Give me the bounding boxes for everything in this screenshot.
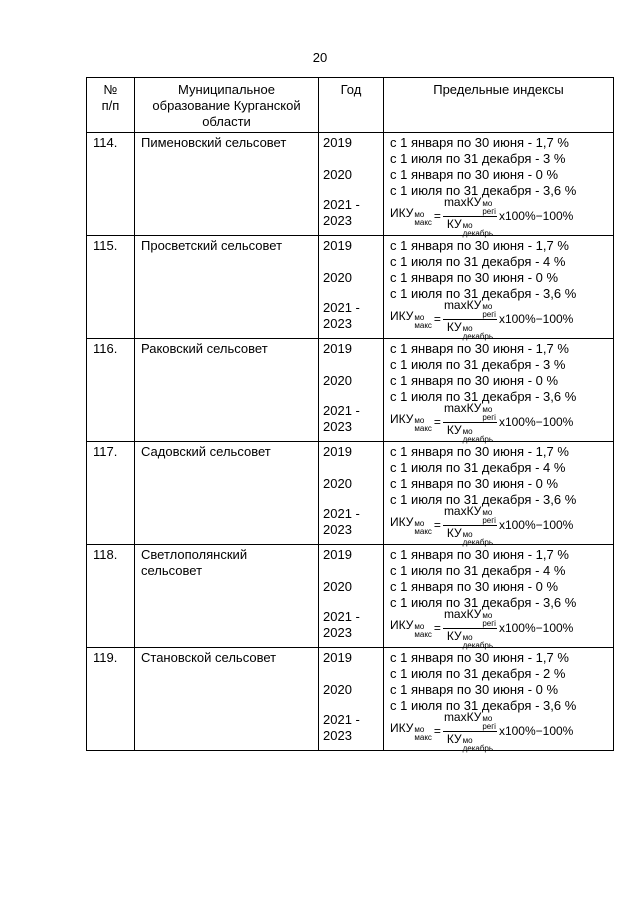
formula-lhs: [390, 308, 432, 330]
formula-equals: =: [433, 209, 441, 223]
municipality-name: [135, 545, 319, 648]
index-line: с 1 июля по 31 декабря - 2 %: [390, 666, 566, 681]
table-row: [87, 133, 614, 236]
row-number: 114.: [87, 133, 135, 236]
formula-lhs-sup: мо: [414, 313, 425, 322]
formula-denominator: [447, 526, 493, 547]
year-label: 2019: [323, 650, 352, 665]
formula-den-scripts: [463, 531, 493, 547]
municipality-name: [135, 648, 319, 751]
formula-den-sup: мо: [462, 529, 473, 539]
formula-lhs: [390, 617, 432, 639]
formula-lhs-sup: мо: [414, 725, 425, 734]
formula-num-main: maxКУ: [443, 709, 482, 724]
formula-fraction: [443, 401, 497, 444]
year-label: 2019: [323, 547, 352, 562]
formula-num-scripts: [482, 406, 496, 422]
formula-lhs-main: ИКУ: [390, 618, 414, 632]
index-line: с 1 января по 30 июня - 1,7 %: [390, 238, 569, 253]
formula-den-scripts: [463, 634, 493, 650]
year-label: 2021 -: [323, 197, 360, 212]
index-cell: [384, 339, 614, 442]
formula-lhs-main: ИКУ: [390, 309, 414, 323]
formula-denominator: [447, 629, 493, 650]
year-label: 2020: [323, 167, 352, 182]
year-label: 2020: [323, 682, 352, 697]
formula-equals: =: [433, 724, 441, 738]
formula-lhs-main: ИКУ: [390, 721, 414, 735]
formula-den-main: КУ: [446, 525, 462, 540]
formula-lhs-sub: макс: [414, 218, 432, 227]
row-number: 119.: [87, 648, 135, 751]
formula-den-main: КУ: [446, 628, 462, 643]
index-line: с 1 января по 30 июня - 1,7 %: [390, 135, 569, 150]
formula-num-sub: pегi: [482, 721, 496, 731]
formula-equals: =: [433, 415, 441, 429]
formula-num-sub: pегi: [482, 206, 496, 216]
table-row: [87, 442, 614, 545]
formula-equals: =: [433, 312, 441, 326]
year-label: 2023: [323, 625, 352, 640]
formula-denominator: [447, 320, 493, 341]
formula-lhs-scripts: [414, 520, 432, 536]
formula-fraction: [443, 710, 497, 753]
index-line: с 1 июля по 31 декабря - 3 %: [390, 151, 566, 166]
municipality-name-line: сельсовет: [141, 563, 203, 578]
header-municipality: Муниципальное образование Курганской области: [135, 78, 319, 133]
formula-den-sub: декабрь: [462, 537, 494, 547]
year-label: 2023: [323, 316, 352, 331]
formula-den-scripts: [463, 428, 493, 444]
formula-den-sup: мо: [462, 735, 473, 745]
table-row: [87, 648, 614, 751]
formula-lhs-scripts: [414, 726, 432, 742]
formula-tail: x100%−100%: [498, 312, 574, 326]
formula-tail: x100%−100%: [498, 724, 574, 738]
table-row: [87, 339, 614, 442]
formula-num-sup: мо: [482, 301, 493, 311]
index-formula: [390, 297, 613, 341]
index-line: с 1 июля по 31 декабря - 4 %: [390, 563, 566, 578]
formula-lhs-sub: макс: [414, 527, 432, 536]
header-num: № п/п: [87, 78, 135, 133]
formula-lhs-sup: мо: [414, 210, 425, 219]
municipality-name: [135, 133, 319, 236]
year-label: 2021 -: [323, 609, 360, 624]
municipality-name-line: Пименовский сельсовет: [141, 135, 287, 150]
index-line: с 1 июля по 31 декабря - 4 %: [390, 460, 566, 475]
year-label: 2021 -: [323, 300, 360, 315]
year-label: 2021 -: [323, 403, 360, 418]
year-label: 2023: [323, 419, 352, 434]
municipality-name-line: Светлополянский: [141, 547, 248, 562]
index-line: с 1 января по 30 июня - 1,7 %: [390, 650, 569, 665]
formula-num-sup: мо: [482, 610, 493, 620]
limit-index-table: [86, 77, 614, 751]
formula-den-sub: декабрь: [462, 434, 494, 444]
formula-num-main: maxКУ: [443, 194, 482, 209]
formula-num-scripts: [482, 303, 496, 319]
formula-den-sub: декабрь: [462, 743, 494, 753]
year-label: 2023: [323, 213, 352, 228]
formula-lhs-scripts: [414, 623, 432, 639]
year-label: 2023: [323, 728, 352, 743]
page-number: 20: [312, 50, 328, 65]
index-line: с 1 января по 30 июня - 0 %: [390, 682, 559, 697]
row-number: 116.: [87, 339, 135, 442]
formula-den-main: КУ: [446, 731, 462, 746]
index-formula: [390, 194, 613, 238]
index-formula: [390, 400, 613, 444]
row-number: 118.: [87, 545, 135, 648]
index-cell: [384, 236, 614, 339]
formula-num-sub: pегi: [482, 515, 496, 525]
year-cell: [319, 133, 384, 236]
formula-num-scripts: [482, 200, 496, 216]
formula-den-sub: декабрь: [462, 331, 494, 341]
municipality-name-line: Садовский сельсовет: [141, 444, 271, 459]
year-cell: [319, 545, 384, 648]
table-row: [87, 545, 614, 648]
index-line: с 1 января по 30 июня - 0 %: [390, 270, 559, 285]
formula-lhs: [390, 411, 432, 433]
formula-numerator: [443, 504, 497, 526]
formula-numerator: [443, 298, 497, 320]
index-line: с 1 июля по 31 декабря - 3,6 %: [390, 183, 577, 198]
index-line: с 1 июля по 31 декабря - 3 %: [390, 357, 566, 372]
municipality-name: [135, 236, 319, 339]
formula-den-scripts: [463, 222, 493, 238]
header-indexes: Предельные индексы: [384, 78, 614, 133]
formula-den-main: КУ: [446, 319, 462, 334]
year-label: 2021 -: [323, 506, 360, 521]
formula-lhs: [390, 514, 432, 536]
formula-lhs-scripts: [414, 314, 432, 330]
formula-denominator: [447, 423, 493, 444]
index-line: с 1 июля по 31 декабря - 3,6 %: [390, 595, 577, 610]
index-formula: [390, 709, 613, 753]
municipality-name: [135, 442, 319, 545]
formula-fraction: [443, 195, 497, 238]
formula-den-sup: мо: [462, 323, 473, 333]
formula-den-sup: мо: [462, 220, 473, 230]
formula-lhs-sup: мо: [414, 416, 425, 425]
year-label: 2021 -: [323, 712, 360, 727]
formula-num-sub: pегi: [482, 412, 496, 422]
formula-fraction: [443, 504, 497, 547]
municipality-name-line: Просветский сельсовет: [141, 238, 283, 253]
formula-den-sub: декабрь: [462, 640, 494, 650]
formula-den-sub: декабрь: [462, 228, 494, 238]
formula-fraction: [443, 298, 497, 341]
formula-equals: =: [433, 621, 441, 635]
formula-lhs: [390, 205, 432, 227]
formula-den-main: КУ: [446, 422, 462, 437]
index-cell: [384, 648, 614, 751]
formula-lhs-sub: макс: [414, 630, 432, 639]
year-label: 2020: [323, 476, 352, 491]
formula-num-sup: мо: [482, 713, 493, 723]
formula-num-main: maxКУ: [443, 606, 482, 621]
row-number: 117.: [87, 442, 135, 545]
header-year: Год: [319, 78, 384, 133]
formula-fraction: [443, 607, 497, 650]
formula-num-main: maxКУ: [443, 400, 482, 415]
index-line: с 1 июля по 31 декабря - 4 %: [390, 254, 566, 269]
index-line: с 1 января по 30 июня - 0 %: [390, 167, 559, 182]
year-label: 2019: [323, 444, 352, 459]
formula-equals: =: [433, 518, 441, 532]
formula-num-main: maxКУ: [443, 297, 482, 312]
formula-lhs-sub: макс: [414, 424, 432, 433]
year-label: 2020: [323, 270, 352, 285]
year-label: 2019: [323, 135, 352, 150]
year-label: 2019: [323, 238, 352, 253]
index-cell: [384, 133, 614, 236]
formula-lhs-sub: макс: [414, 321, 432, 330]
index-cell: [384, 545, 614, 648]
formula-denominator: [447, 217, 493, 238]
formula-den-sup: мо: [462, 426, 473, 436]
formula-num-scripts: [482, 509, 496, 525]
formula-denominator: [447, 732, 493, 753]
formula-num-main: maxКУ: [443, 503, 482, 518]
formula-num-scripts: [482, 715, 496, 731]
index-line: с 1 января по 30 июня - 1,7 %: [390, 341, 569, 356]
formula-lhs-main: ИКУ: [390, 515, 414, 529]
formula-lhs-main: ИКУ: [390, 412, 414, 426]
formula-lhs-sub: макс: [414, 733, 432, 742]
index-formula: [390, 503, 613, 547]
formula-den-scripts: [463, 325, 493, 341]
index-line: с 1 января по 30 июня - 1,7 %: [390, 444, 569, 459]
formula-den-main: КУ: [446, 216, 462, 231]
index-line: с 1 июля по 31 декабря - 3,6 %: [390, 492, 577, 507]
formula-lhs-scripts: [414, 417, 432, 433]
formula-lhs-sup: мо: [414, 622, 425, 631]
index-line: с 1 июля по 31 декабря - 3,6 %: [390, 698, 577, 713]
formula-num-sub: pегi: [482, 618, 496, 628]
year-label: 2020: [323, 373, 352, 388]
table-header-row: [87, 78, 614, 133]
formula-num-scripts: [482, 612, 496, 628]
formula-lhs-sup: мо: [414, 519, 425, 528]
index-line: с 1 января по 30 июня - 0 %: [390, 476, 559, 491]
formula-lhs: [390, 720, 432, 742]
index-line: с 1 июля по 31 декабря - 3,6 %: [390, 389, 577, 404]
formula-numerator: [443, 710, 497, 732]
formula-num-sup: мо: [482, 198, 493, 208]
year-cell: [319, 236, 384, 339]
formula-tail: x100%−100%: [498, 415, 574, 429]
index-cell: [384, 442, 614, 545]
index-line: с 1 января по 30 июня - 0 %: [390, 579, 559, 594]
row-number: 115.: [87, 236, 135, 339]
index-line: с 1 января по 30 июня - 1,7 %: [390, 547, 569, 562]
table-row: [87, 236, 614, 339]
formula-tail: x100%−100%: [498, 621, 574, 635]
formula-numerator: [443, 195, 497, 217]
year-label: 2019: [323, 341, 352, 356]
year-cell: [319, 648, 384, 751]
formula-den-sup: мо: [462, 632, 473, 642]
year-cell: [319, 339, 384, 442]
index-line: с 1 июля по 31 декабря - 3,6 %: [390, 286, 577, 301]
formula-den-scripts: [463, 737, 493, 753]
index-line: с 1 января по 30 июня - 0 %: [390, 373, 559, 388]
municipality-name-line: Раковский сельсовет: [141, 341, 268, 356]
formula-num-sub: pегi: [482, 309, 496, 319]
year-label: 2023: [323, 522, 352, 537]
formula-numerator: [443, 607, 497, 629]
formula-num-sup: мо: [482, 404, 493, 414]
formula-tail: x100%−100%: [498, 518, 574, 532]
year-cell: [319, 442, 384, 545]
formula-lhs-scripts: [414, 211, 432, 227]
municipality-name-line: Становской сельсовет: [141, 650, 277, 665]
formula-lhs-main: ИКУ: [390, 206, 414, 220]
formula-num-sup: мо: [482, 507, 493, 517]
year-label: 2020: [323, 579, 352, 594]
municipality-name: [135, 339, 319, 442]
index-formula: [390, 606, 613, 650]
formula-tail: x100%−100%: [498, 209, 574, 223]
formula-numerator: [443, 401, 497, 423]
